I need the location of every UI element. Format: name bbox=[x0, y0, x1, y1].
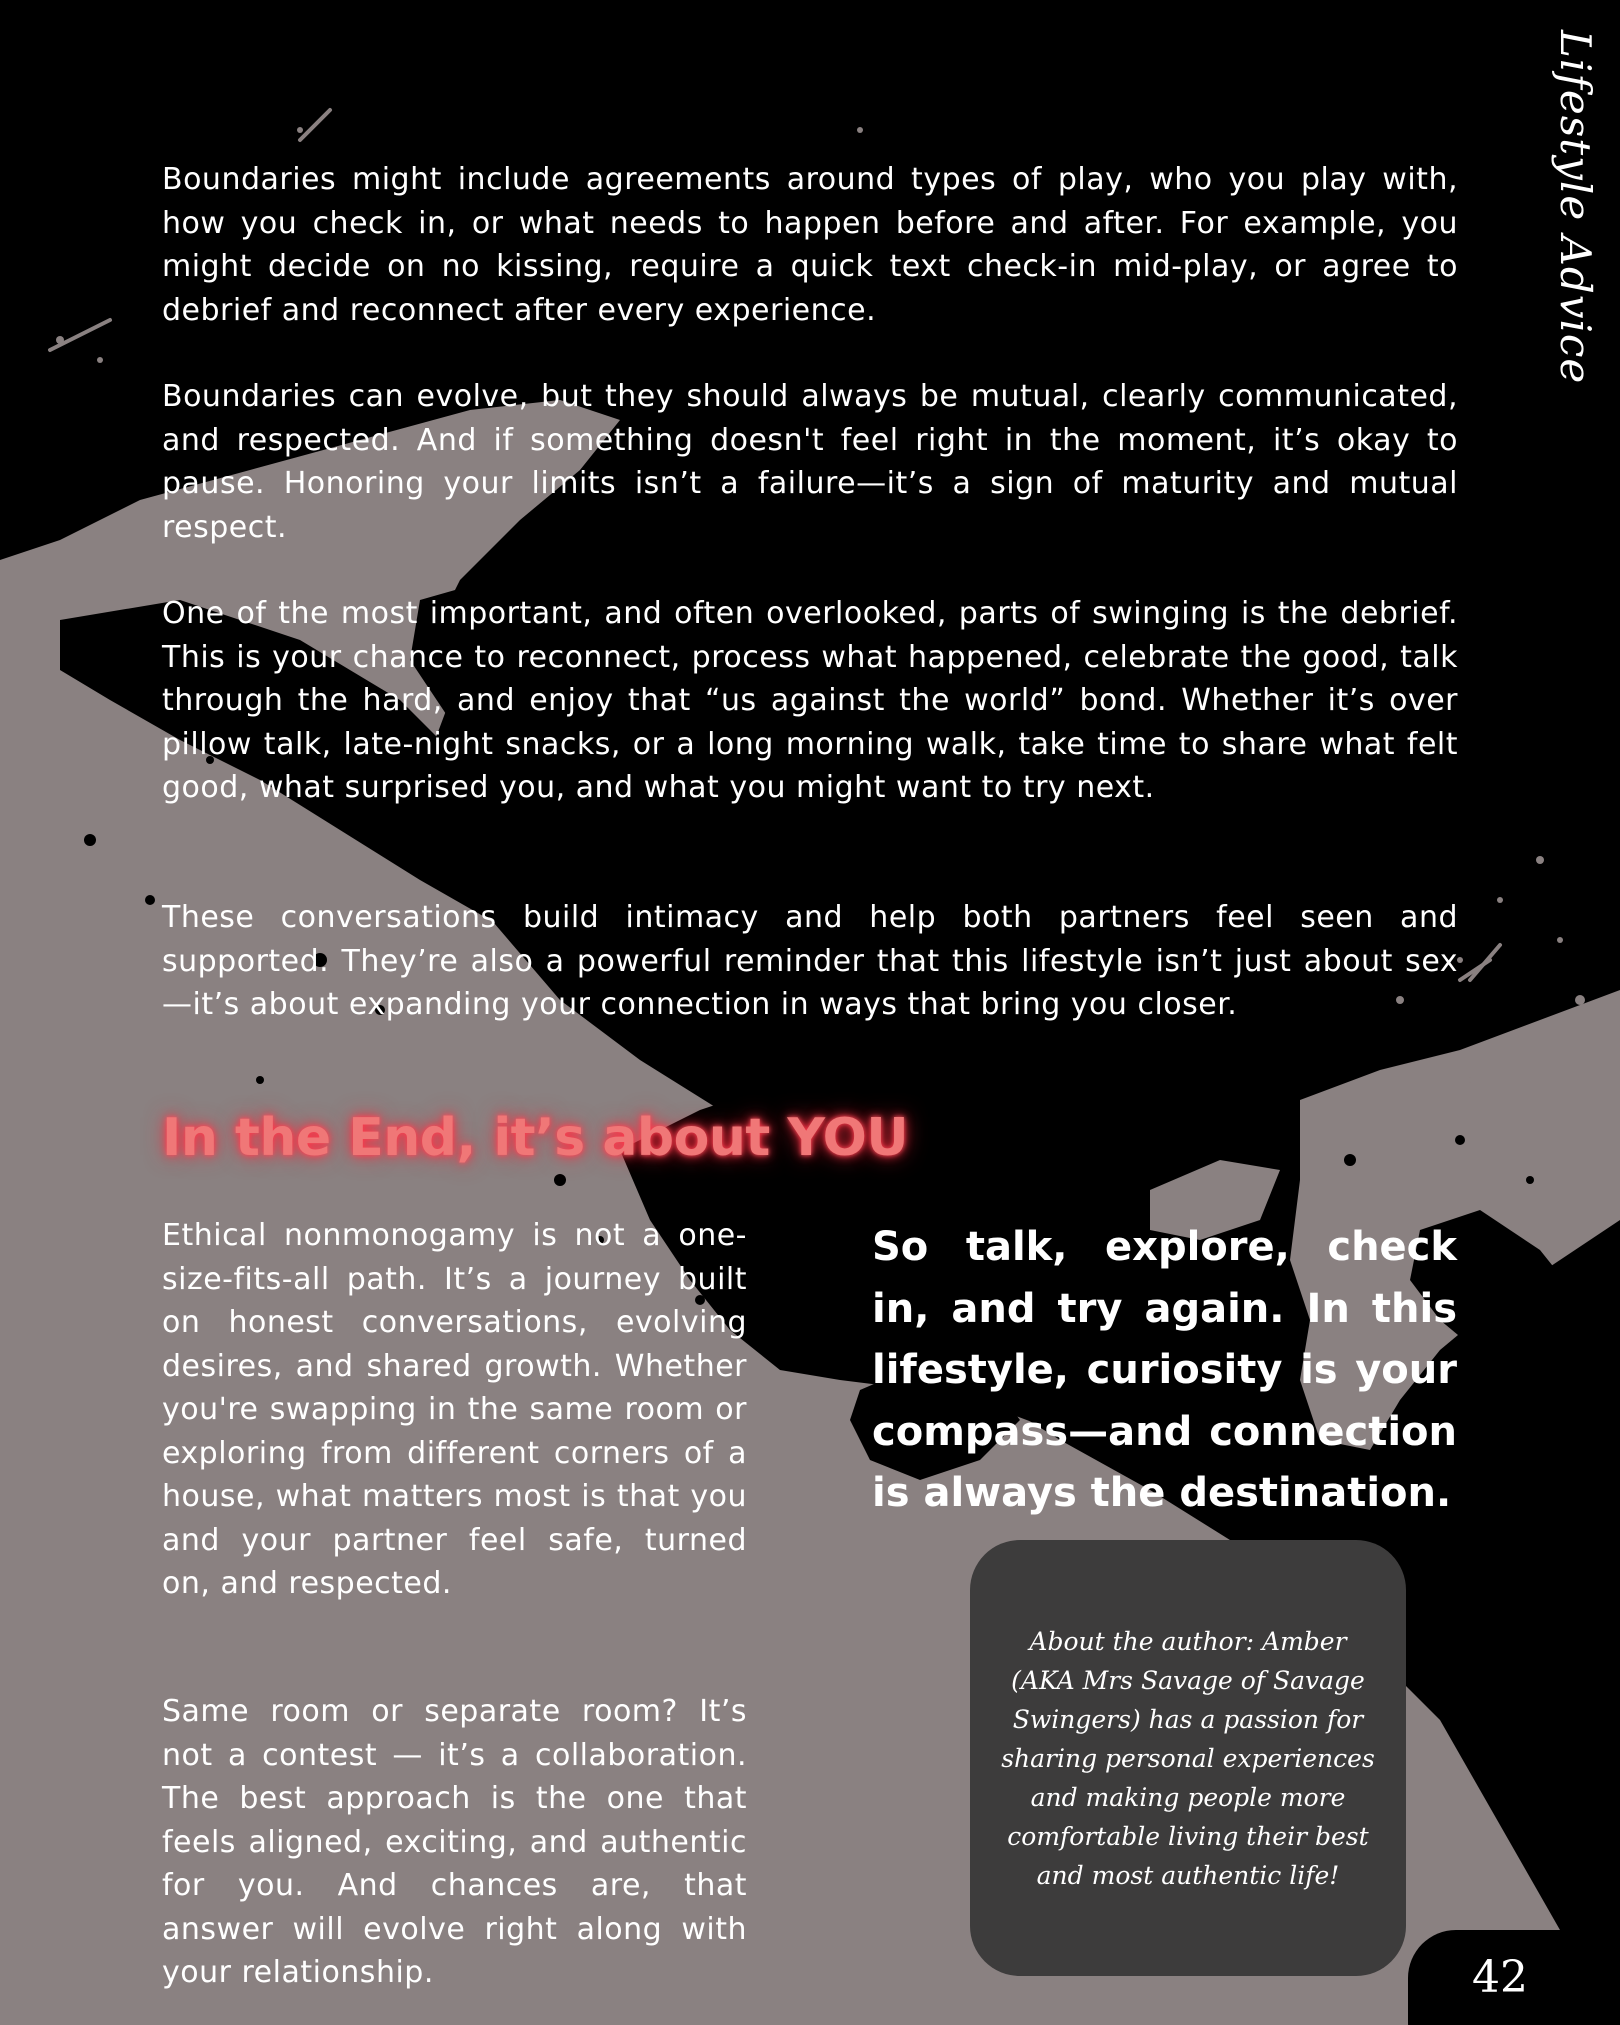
author-bio-box bbox=[970, 1540, 1406, 1976]
paragraph-debrief: One of the most important, and often overlooked, parts of swinging is the debrief. This is your chance to reconnect, process what happened, celebrate the good, talk through the hard, and enjoy that “us against the world” bond. Whether it’s over pillow talk, late-night snacks, or a long morning walk, take time to share what felt good, what surprised you, and what you might want to try next. bbox=[162, 596, 1458, 805]
paragraph-same-room: Same room or separate room? It’s not a contest — it’s a collaboration. The best approach is the one that feels aligned, exciting, and authentic for you. And chances are, that answer will evolve right along with your relationship. bbox=[162, 1694, 747, 1990]
section-tag: Lifestyle Advice bbox=[1551, 30, 1600, 385]
section-heading: In the End, it’s about YOU bbox=[162, 1108, 909, 1168]
paragraph-boundaries-evolve: Boundaries can evolve, but they should always be mutual, clearly communicated, and respected. And if something doesn't feel right in the moment, it’s okay to pause. Honoring your limits isn’t a failure—it’s a sign of maturity and mutual respect. bbox=[162, 379, 1458, 545]
paragraph-ethical-nonmonogamy: Ethical nonmonogamy is not a one-size-fits-all path. It’s a journey built on honest conversations, evolving desires, and shared growth. Whether you're swapping in the same room or exploring from different corners of a house, what matters most is that you and your partner feel safe, turned on, and respected. bbox=[162, 1218, 747, 1601]
author-bio-text: About the author: Amber (AKA Mrs Savage of Savage Swingers) has a passion for sharing personal experiences and making people more comfortable living their best and most authentic life! bbox=[1001, 1626, 1375, 1890]
pull-quote: So talk, explore, check in, and try again. In this lifestyle, curiosity is your compass—and connection is always the destination. bbox=[872, 1224, 1457, 1516]
page-number: 42 bbox=[1472, 1952, 1528, 2003]
paragraph-boundaries-examples: Boundaries might include agreements around types of play, who you play with, how you check in, or what needs to happen before and after. For example, you might decide on no kissing, require a quick text check-in mid-play, or agree to debrief and reconnect after every experience. bbox=[162, 162, 1458, 328]
paragraph-conversations: These conversations build intimacy and help both partners feel seen and supported. They’re also a powerful reminder that this lifestyle isn’t just about sex —it’s about expanding your connection in ways that bring you closer. bbox=[162, 900, 1458, 1022]
